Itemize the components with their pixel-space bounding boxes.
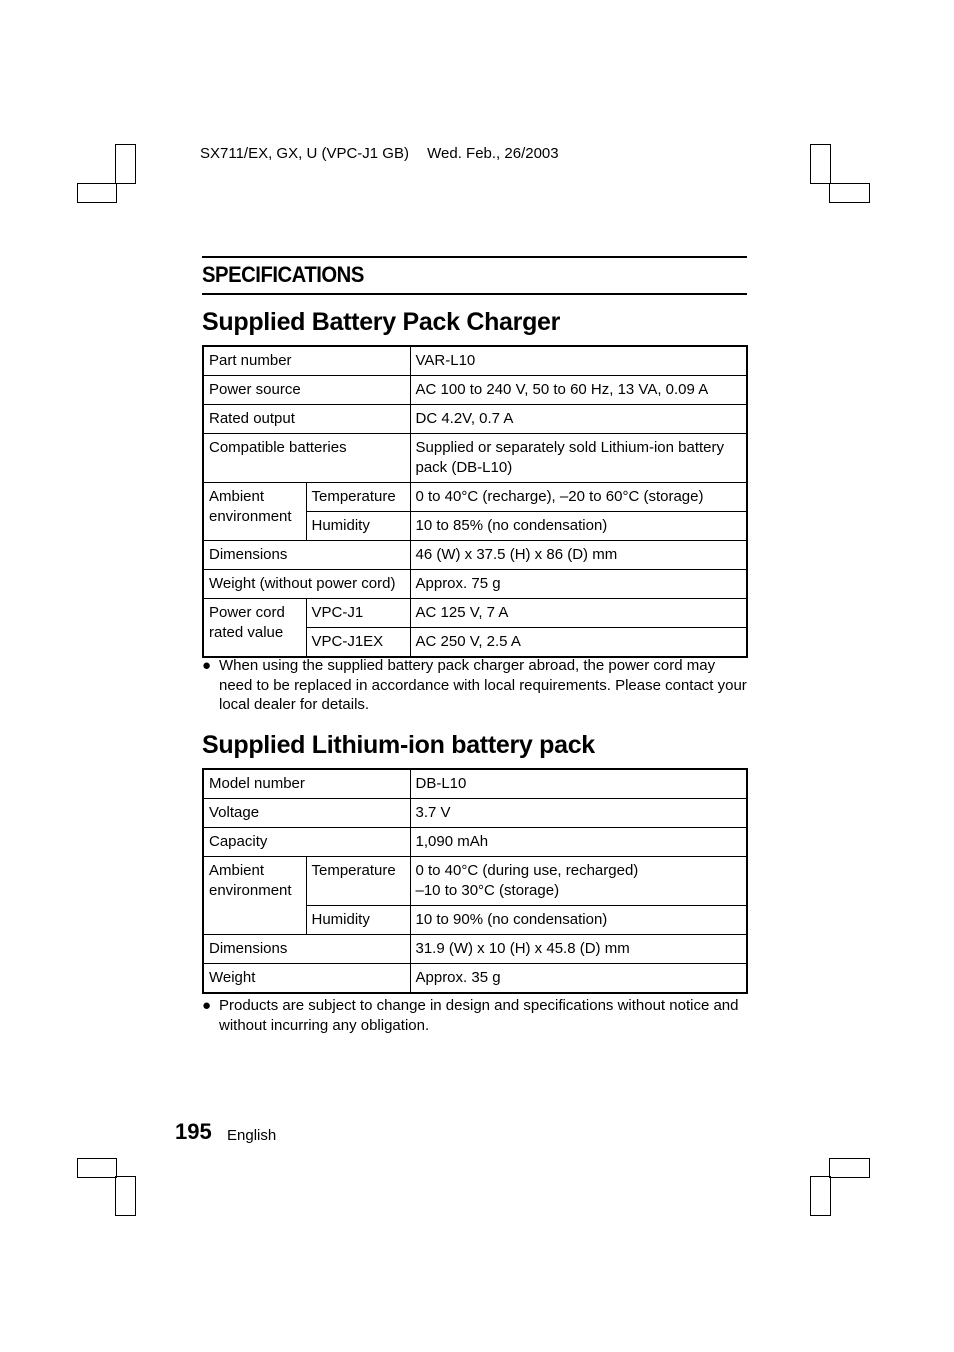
table-row bbox=[203, 857, 747, 906]
spec-label: Weight (without power cord) bbox=[203, 570, 410, 599]
spec-value: 46 (W) x 37.5 (H) x 86 (D) mm bbox=[410, 541, 747, 570]
spec-group-label: Power cord rated value bbox=[203, 599, 306, 658]
spec-label: Humidity bbox=[306, 906, 410, 935]
spec-value: 31.9 (W) x 10 (H) x 45.8 (D) mm bbox=[410, 935, 747, 964]
spec-label: Rated output bbox=[203, 405, 410, 434]
spec-label: Temperature bbox=[306, 857, 410, 906]
crop-mark bbox=[115, 144, 136, 184]
spec-label: VPC-J1EX bbox=[306, 628, 410, 658]
table-row bbox=[203, 964, 747, 994]
crop-mark bbox=[810, 144, 831, 184]
page-number: 195 bbox=[175, 1119, 212, 1144]
crop-mark bbox=[829, 183, 870, 203]
battery-note bbox=[202, 996, 747, 1035]
table-row bbox=[203, 405, 747, 434]
page-language: English bbox=[227, 1127, 277, 1144]
bullet-icon: ● bbox=[202, 997, 212, 1014]
spec-label: Temperature bbox=[306, 483, 410, 512]
crop-mark bbox=[77, 183, 117, 203]
battery-spec-table bbox=[202, 768, 748, 994]
spec-label: VPC-J1 bbox=[306, 599, 410, 628]
spec-value: AC 250 V, 2.5 A bbox=[410, 628, 747, 658]
spec-label: Power source bbox=[203, 376, 410, 405]
spec-value-line: 0 to 40°C (during use, recharged) bbox=[415, 862, 639, 879]
spec-value: 10 to 90% (no condensation) bbox=[410, 906, 747, 935]
spec-value: 0 to 40°C (recharge), –20 to 60°C (storage) bbox=[410, 483, 747, 512]
spec-label: Voltage bbox=[203, 799, 410, 828]
charger-heading: Supplied Battery Pack Charger bbox=[202, 308, 561, 336]
charger-spec-table bbox=[202, 345, 748, 658]
table-row bbox=[203, 376, 747, 405]
crop-mark bbox=[115, 1176, 136, 1216]
spec-value: Supplied or separately sold Lithium-ion battery pack (DB-L10) bbox=[410, 434, 747, 483]
table-row bbox=[203, 570, 747, 599]
spec-label: Part number bbox=[203, 346, 410, 376]
spec-value: 10 to 85% (no condensation) bbox=[410, 512, 747, 541]
spec-label: Compatible batteries bbox=[203, 434, 410, 483]
spec-value: AC 100 to 240 V, 50 to 60 Hz, 13 VA, 0.09 A bbox=[410, 376, 747, 405]
table-row bbox=[203, 346, 747, 376]
table-row bbox=[203, 434, 747, 483]
header-model: SX711/EX, GX, U (VPC-J1 GB) bbox=[200, 145, 409, 162]
section-title: SPECIFICATIONS bbox=[202, 262, 364, 287]
table-row bbox=[203, 483, 747, 512]
spec-value: 1,090 mAh bbox=[410, 828, 747, 857]
spec-value: 3.7 V bbox=[410, 799, 747, 828]
spec-value: DC 4.2V, 0.7 A bbox=[410, 405, 747, 434]
note-text: Products are subject to change in design and specifications without notice and without incurring any obligation. bbox=[219, 997, 739, 1034]
crop-mark bbox=[829, 1158, 870, 1178]
spec-label: Dimensions bbox=[203, 935, 410, 964]
spec-value: AC 125 V, 7 A bbox=[410, 599, 747, 628]
spec-value: Approx. 75 g bbox=[410, 570, 747, 599]
crop-mark bbox=[810, 1176, 831, 1216]
document-header bbox=[200, 145, 559, 162]
table-row bbox=[203, 541, 747, 570]
spec-group-label: Ambient environment bbox=[203, 483, 306, 541]
crop-mark bbox=[77, 1158, 117, 1178]
table-row bbox=[203, 799, 747, 828]
section-rule-bottom bbox=[202, 293, 747, 295]
spec-label: Humidity bbox=[306, 512, 410, 541]
spec-value: Approx. 35 g bbox=[410, 964, 747, 994]
table-row bbox=[203, 769, 747, 799]
spec-label: Capacity bbox=[203, 828, 410, 857]
spec-label: Dimensions bbox=[203, 541, 410, 570]
spec-group-label: Ambient environment bbox=[203, 857, 306, 935]
table-row bbox=[203, 828, 747, 857]
battery-heading: Supplied Lithium-ion battery pack bbox=[202, 731, 595, 759]
spec-value: VAR-L10 bbox=[410, 346, 747, 376]
spec-label: Weight bbox=[203, 964, 410, 994]
header-date: Wed. Feb., 26/2003 bbox=[427, 145, 559, 162]
spec-value bbox=[410, 857, 747, 906]
bullet-icon: ● bbox=[202, 657, 212, 674]
spec-value-line: –10 to 30°C (storage) bbox=[415, 882, 560, 899]
spec-label: Model number bbox=[203, 769, 410, 799]
note-text: When using the supplied battery pack charger abroad, the power cord may need to be replaced in accordance with local requirements. Please contact your local dealer for details. bbox=[219, 657, 747, 713]
table-row bbox=[203, 599, 747, 628]
table-row bbox=[203, 935, 747, 964]
charger-note bbox=[202, 656, 747, 715]
section-rule-top bbox=[202, 256, 747, 258]
spec-value: DB-L10 bbox=[410, 769, 747, 799]
